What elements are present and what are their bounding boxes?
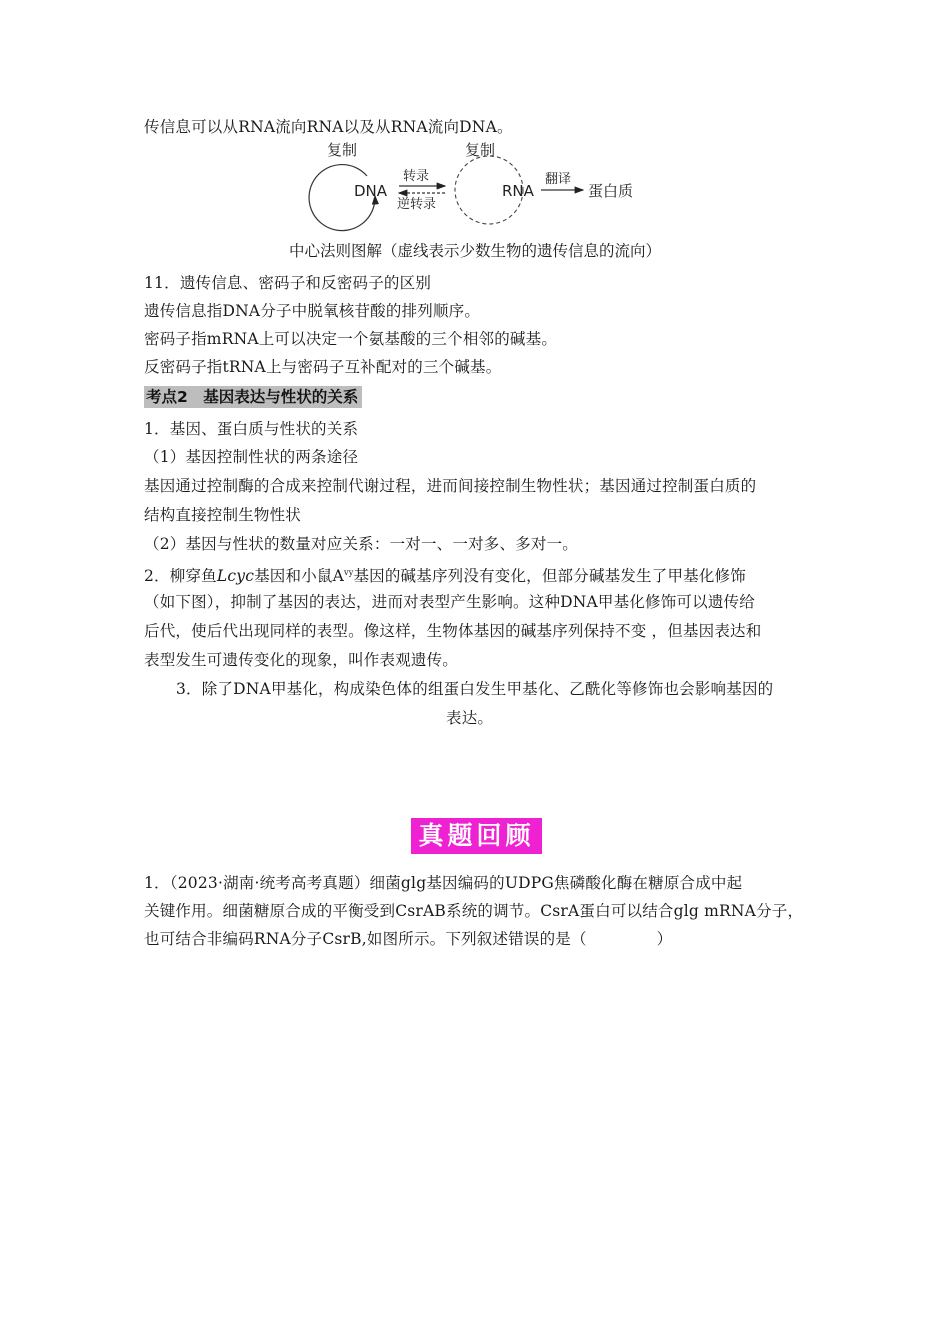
text-line: 结构直接控制生物性状 [144,506,302,524]
label-replicate-left: 复制 [327,141,358,159]
text-line: 表达。 [446,709,494,727]
label-translation: 翻译 [545,172,572,187]
label-protein: 蛋白质 [588,182,634,200]
text-line: 传信息可以从RNA流向RNA以及从RNA流向DNA。 [144,118,513,136]
question-line [144,929,672,949]
text-line [144,563,746,586]
text-line: 基因通过控制酶的合成来控制代谢过程，进而间接控制生物性状；基因通过控制蛋白质的 [144,477,757,495]
text-line: 1．基因、蛋白质与性状的关系 [144,420,359,438]
text-line: 后代，使后代出现同样的表型。像这样，生物体基因的碱基序列保持不变 ，但基因表达和 [144,622,762,640]
text-line: 反密码子指tRNA上与密码子互补配对的三个碱基。 [144,358,502,376]
text-line: 11．遗传信息、密码子和反密码子的区别 [144,274,432,292]
label-replicate-right: 复制 [465,141,496,159]
label-transcription: 转录 [403,169,430,184]
central-dogma-diagram [305,140,650,232]
text-line: 3．除了DNA甲基化，构成染色体的组蛋白发生甲基化、乙酰化等修饰也会影响基因的 [176,680,774,698]
section-heading: 考点2 基因表达与性状的关系 [144,386,362,408]
text-span: ） [656,930,673,948]
label-rna: RNA [502,182,534,200]
superscript: vy [344,568,354,577]
text-span: 基因的碱基序列没有变化，但部分碱基发生了甲基化修饰 [353,567,746,585]
text-span: 基因和小鼠A [254,567,344,585]
text-span: 也可结合非编码RNA分子CsrB,如图所示。下列叙述错误的是（ [144,930,587,948]
text-span: 2．柳穿鱼 [144,567,217,585]
text-line: 密码子指mRNA上可以决定一个氨基酸的三个相邻的碱基。 [144,330,558,348]
text-line: 遗传信息指DNA分子中脱氧核苷酸的排列顺序。 [144,302,481,320]
text-line: 表型发生可遗传变化的现象，叫作表观遗传。 [144,651,459,669]
review-banner: 真题回顾 [411,818,542,854]
gene-name: Lcyc [216,567,255,585]
diagram-caption: 中心法则图解（虚线表示少数生物的遗传信息的流向） [288,242,661,260]
question-line: 关键作用。细菌糖原合成的平衡受到CsrAB系统的调节。CsrA蛋白可以结合glg mRNA分子， [144,902,804,920]
text-line: （如下图），抑制了基因的表达，进而对表型产生影响。这种DNA甲基化修饰可以遗传给 [144,593,755,611]
question-line: 1．（2023·湖南·统考高考真题）细菌glg基因编码的UDPG焦磷酸化酶在糖原合成中起 [144,874,743,892]
text-line: （1）基因控制性状的两条途径 [144,448,359,466]
label-dna: DNA [354,182,388,200]
label-reverse-transcription: 逆转录 [397,197,437,212]
text-line: （2）基因与性状的数量对应关系：一对一、一对多、多对一。 [144,535,578,553]
